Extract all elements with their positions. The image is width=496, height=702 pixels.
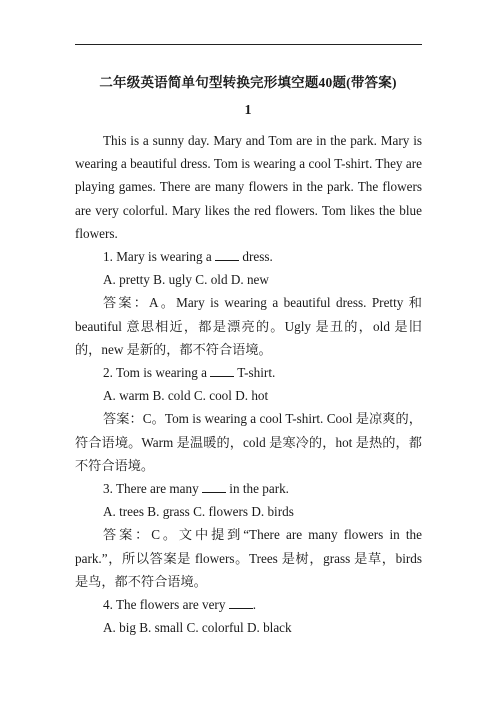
question-4 bbox=[75, 593, 422, 616]
question-text: 1. Mary is wearing a bbox=[103, 249, 216, 265]
question-2-options: A. warm B. cold C. cool D. hot bbox=[103, 388, 269, 404]
section-number: 1 bbox=[244, 103, 252, 118]
answer-blank bbox=[229, 595, 253, 609]
question-text: in the park. bbox=[225, 481, 289, 497]
question-2 bbox=[75, 361, 422, 384]
reading-passage: This is a sunny day. Mary and Tom are in the park. Mary is wearing a beautiful dress. Tom is wearing a cool T-shirt. They are playing games. There are many flowers in the park. The flowers are very colorful. Mary likes the red flowers. Tom likes the blue flowers. bbox=[75, 133, 422, 241]
question-text: 3. There are many bbox=[103, 481, 202, 497]
question-text: dress. bbox=[239, 249, 273, 265]
question-text: 2. Tom is wearing a bbox=[103, 365, 211, 381]
question-3-options: A. trees B. grass C. flowers D. birds bbox=[103, 504, 294, 520]
answer-blank bbox=[202, 479, 226, 493]
header-rule bbox=[75, 44, 422, 45]
question-4-options: A. big B. small C. colorful D. black bbox=[103, 620, 292, 636]
answer-blank bbox=[215, 247, 239, 261]
question-2-answer: 答案：C。Tom is wearing a cool T-shirt. Cool 是凉爽的，符合语境。Warm 是温暖的，cold 是寒冷的，hot 是热的，都不符合语境。 bbox=[75, 411, 422, 473]
question-1-options: A. pretty B. ugly C. old D. new bbox=[103, 272, 269, 288]
answer-blank bbox=[210, 363, 234, 377]
document-title: 二年级英语简单句型转换完形填空题40题(带答案) bbox=[99, 75, 397, 90]
question-text: 4. The flowers are very bbox=[103, 597, 229, 613]
question-3-answer: 答案：C。文中提到“There are many flowers in the park.”，所以答案是 flowers。Trees 是树，grass 是草，birds 是鸟，都不符合语境。 bbox=[75, 527, 422, 589]
document-body bbox=[75, 129, 422, 639]
question-1-answer: 答案：A。Mary is wearing a beautiful dress. Pretty 和 beautiful 意思相近，都是漂亮的。Ugly 是丑的，old 是旧的，new 是新的，都不符合语境。 bbox=[75, 295, 422, 357]
question-3 bbox=[75, 477, 422, 500]
question-text: T-shirt. bbox=[234, 365, 276, 381]
question-text: . bbox=[252, 597, 257, 613]
question-1 bbox=[75, 245, 422, 268]
